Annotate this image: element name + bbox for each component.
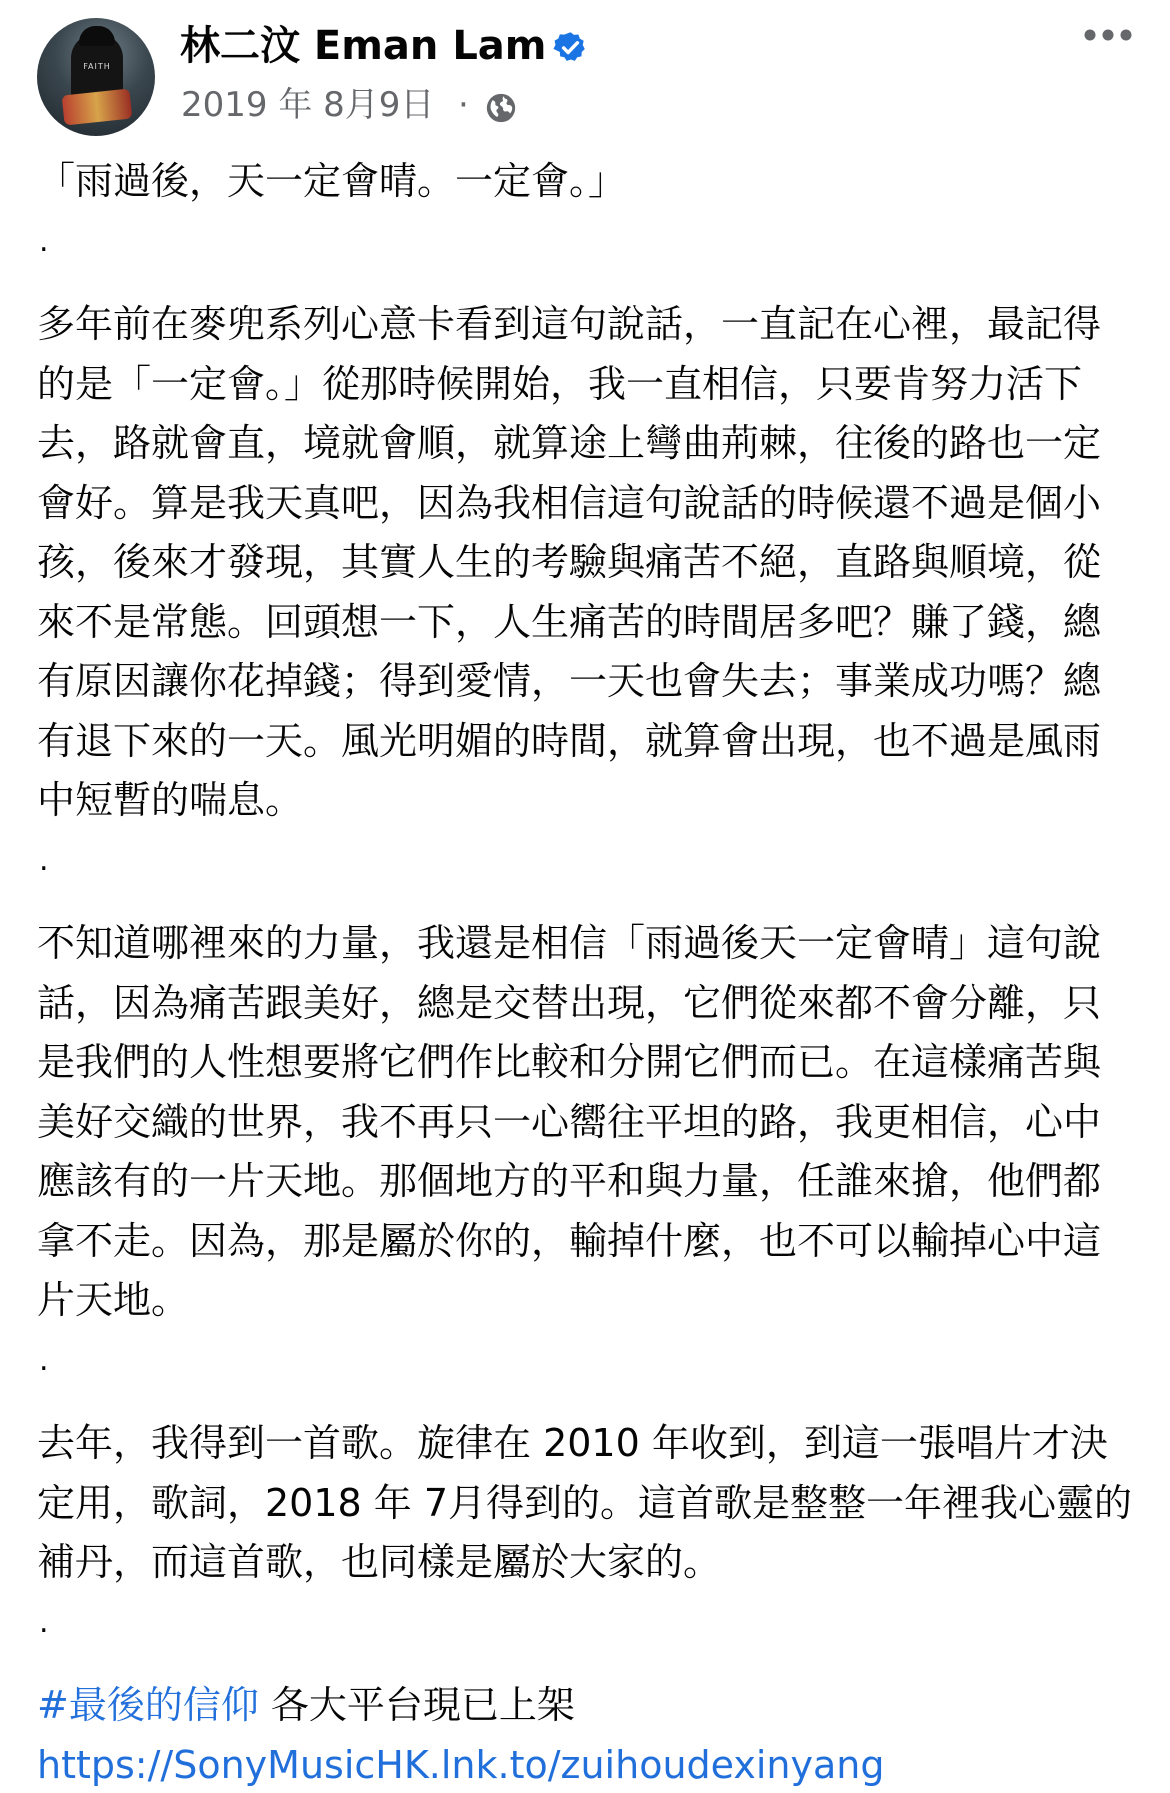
avatar-cap — [79, 26, 115, 46]
avatar-flag — [62, 89, 133, 126]
paragraph-gap — [37, 1652, 1137, 1676]
hashtag-suffix: 各大平台現已上架 — [258, 1683, 575, 1727]
paragraph-2: 不知道哪裡來的力量，我還是相信「雨過後天一定會晴」這句說話，因為痛苦跟美好，總是交替出現，它們從來都不會分離，只是我們的人性想要將它們作比較和分開它們而已。在這樣痛苦與美好交織的世界，我不再只一心嚮往平坦的路，我更相信，心中應該有的一片天地。那個地方的平和與力量，任誰來搶，他們都拿不走。因為，那是屬於你的，輸掉什麼，也不可以輸掉心中這片天地。 — [37, 921, 1102, 1322]
hashtag-link[interactable]: #最後的信仰 — [37, 1683, 259, 1727]
verified-badge-icon — [553, 30, 588, 65]
post-date[interactable]: 2019 年 8月9日 — [181, 85, 435, 125]
post-quote: 「雨過後，天一定會晴。一定會。」 — [37, 159, 627, 203]
avatar[interactable] — [37, 18, 155, 136]
paragraph-1: 多年前在麥兜系列心意卡看到這句說話，一直記在心裡，最記得的是「一定會。」從那時候開始，我一直相信，只要肯努力活下去，路就會直，境就會順，就算途上彎曲荊棘，往後的路也一定會好。算是我天真吧，因為我相信這句說話的時候還不過是個小孩，後來才發現，其實人生的考驗與痛苦不絕，直路與順境，從來不是常態。回頭想一下，人生痛苦的時間居多吧？賺了錢，總有原因讓你花掉錢；得到愛情，一天也會失去；事業成功嗎？總有退下來的一天。風光明媚的時間，就算會出現，也不過是風雨中短暫的喘息。 — [37, 302, 1102, 822]
music-link[interactable]: https://SonyMusicHK.lnk.to/zuihoudexinyang — [37, 1742, 885, 1787]
separator-dot: . — [39, 1604, 49, 1640]
more-options-icon[interactable] — [1082, 22, 1134, 48]
paragraph-gap — [37, 890, 1137, 914]
post-body — [37, 152, 1137, 1793]
avatar-shirt-text: FAITH — [83, 62, 111, 71]
author-name[interactable]: 林二汶 Eman Lam — [180, 23, 547, 69]
hashtag-line — [37, 1676, 1137, 1736]
separator-dot: . — [39, 1342, 49, 1378]
paragraph-3: 去年，我得到一首歌。旋律在 2010 年收到，到這一張唱片才決定用，歌詞，2018 年 7月得到的。這首歌是整整一年裡我心靈的補丹，而這首歌，也同樣是屬於大家的。 — [37, 1421, 1133, 1584]
globe-icon[interactable] — [484, 91, 518, 125]
separator-dot: . — [39, 223, 49, 259]
paragraph-gap — [37, 1390, 1137, 1414]
post-header — [0, 0, 1170, 140]
paragraph-gap — [37, 271, 1137, 295]
date-separator: · — [458, 85, 469, 125]
separator-dot: . — [39, 842, 49, 878]
